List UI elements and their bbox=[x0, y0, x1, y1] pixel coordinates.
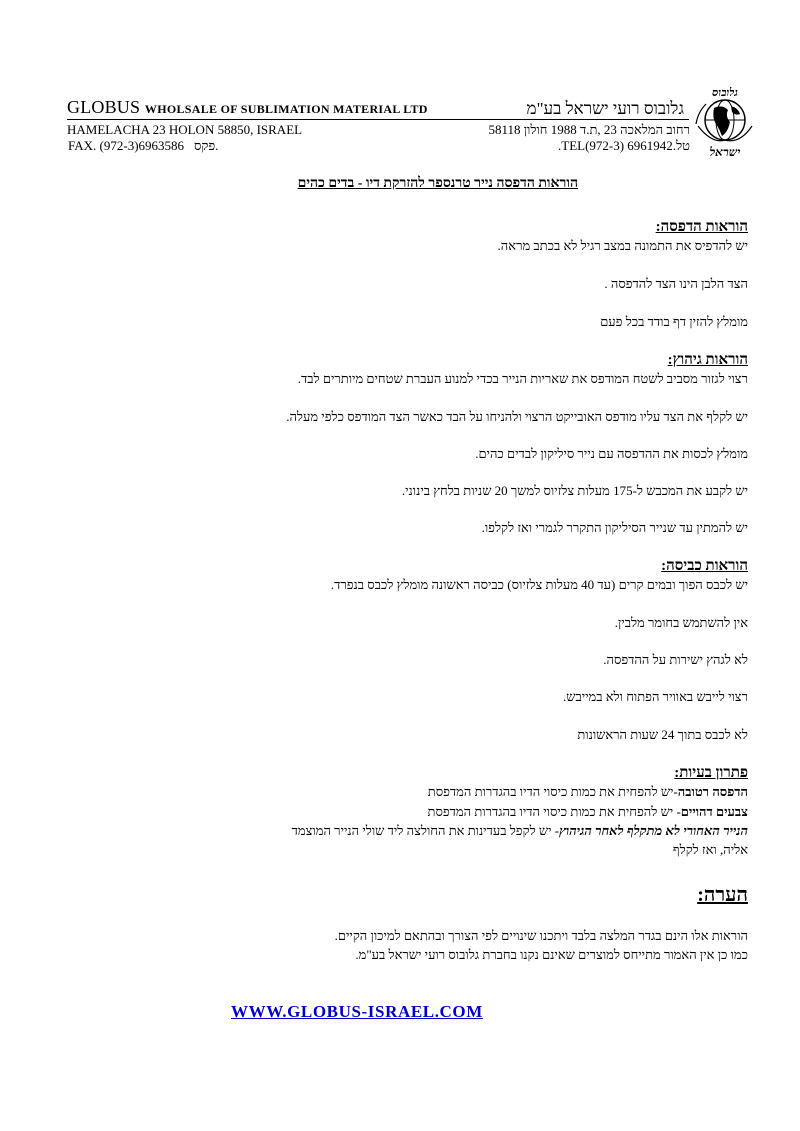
ironing-line: יש להמתין עד שנייר הסיליקון התקרר לגמרי ואז לקלפו. bbox=[481, 520, 748, 535]
fax-en: FAX. (972-3)6963586 bbox=[68, 138, 185, 153]
company-name-en bbox=[67, 97, 428, 118]
troubleshooting-text: -יש להפחית את כמות כיסוי הדיו בהגדרות המדפסת bbox=[427, 784, 678, 799]
troubleshooting-item bbox=[428, 784, 748, 800]
ironing-line: רצוי לגזור מסביב לשטח המודפס את שאריות הנייר בכדי למנוע העברת שטחים מיותרים לבד. bbox=[297, 371, 748, 386]
fax-he: פקס. bbox=[194, 138, 219, 153]
washing-line: יש לכבס הפוך ובמים קרים (עד 40 מעלות צלזיוס) כביסה ראשונה מומלץ לכבס בנפרד. bbox=[330, 577, 748, 592]
troubleshooting-label: צבעים דהויים bbox=[680, 804, 748, 819]
printing-line: הצד הלבן הינו הצד להדפסה . bbox=[604, 276, 748, 291]
washing-line: אין להשתמש בחומר מלבין. bbox=[614, 615, 748, 630]
note-line: הוראות אלו הינם בגדר המלצה בלבד ויתכנו שינויים לפי הצורך ובהתאם למיכון הקיים. bbox=[334, 928, 748, 943]
website-link[interactable]: WWW.GLOBUS-ISRAEL.COM bbox=[231, 1002, 483, 1021]
washing-line: רצוי לייבש באוויר הפתוח ולא במייבש. bbox=[562, 689, 748, 704]
printing-line: יש להדפיס את התמונה במצב רגיל לא בכתב מראה. bbox=[497, 238, 748, 253]
header-divider bbox=[67, 119, 689, 120]
troubleshooting-heading: פתרון בעיות: bbox=[674, 765, 748, 781]
globus-logo bbox=[692, 82, 758, 160]
troubleshooting-item bbox=[428, 804, 748, 820]
ironing-line: מומלץ לכסות את ההדפסה עם נייר סיליקון לבדים כהים. bbox=[475, 446, 748, 461]
washing-heading: הוראות כביסה: bbox=[661, 558, 748, 574]
ironing-line: יש לקלף את הצד עליו מודפס האובייקט הרצוי ולהניחו על הבד כאשר הצד המודפס כלפי מעלה. bbox=[286, 409, 748, 424]
ironing-heading: הוראות גיהוץ: bbox=[667, 352, 748, 368]
note-heading: הערה: bbox=[697, 884, 748, 906]
company-name-he: גלובוס רועי ישראל בע"מ bbox=[526, 99, 684, 118]
troubleshooting-text: - יש לקפל בעדינות את החולצה ליד שולי הנייר המוצמד bbox=[291, 823, 560, 838]
telephone: .TEL(972-3) 6961942.טל bbox=[558, 138, 690, 153]
address-he: רחוב המלאכה 23 ,ת.ד 1988 חולון 58118 bbox=[488, 122, 690, 137]
printing-heading: הוראות הדפסה: bbox=[655, 219, 748, 235]
printing-line: מומלץ להזין דף בודד בכל פעם bbox=[600, 314, 748, 329]
troubleshooting-label: הנייר האחורי לא מתקלף לאחר הגיהוץ bbox=[559, 823, 748, 838]
troubleshooting-label: הדפסה רטובה bbox=[677, 784, 748, 799]
address-en: HAMELACHA 23 HOLON 58850, ISRAEL bbox=[67, 122, 303, 137]
washing-line: לא לכבס בתוך 24 שעות הראשונות bbox=[577, 727, 748, 742]
ironing-line: יש לקבע את המכבש ל-175 מעלות צלזיוס למשך 20 שניות בלחץ בינוני. bbox=[401, 483, 748, 498]
document-title: הוראות הדפסה נייר טרנספר להזרקת דיו - בדים כהים bbox=[297, 176, 578, 191]
troubleshooting-continuation: אליה, ואז לקלף bbox=[672, 842, 748, 857]
note-line: כמו כן אין האמור מתייחס למוצרים שאינם נקנו בחברת גלובוס רועי ישראל בע"מ. bbox=[355, 947, 748, 962]
washing-line: לא לגהץ ישירות על ההדפסה. bbox=[603, 652, 748, 667]
logo-top-text: גלובוס bbox=[712, 87, 738, 99]
company-name-main: GLOBUS bbox=[67, 97, 141, 117]
logo-bottom-text: ישראל bbox=[709, 145, 741, 159]
troubleshooting-text: - יש להפחית את כמות כיסוי הדיו בהגדרות המדפסת bbox=[427, 804, 681, 819]
troubleshooting-item bbox=[292, 823, 748, 839]
company-name-rest: WHOLSALE OF SUBLIMATION MATERIAL LTD bbox=[144, 102, 428, 116]
